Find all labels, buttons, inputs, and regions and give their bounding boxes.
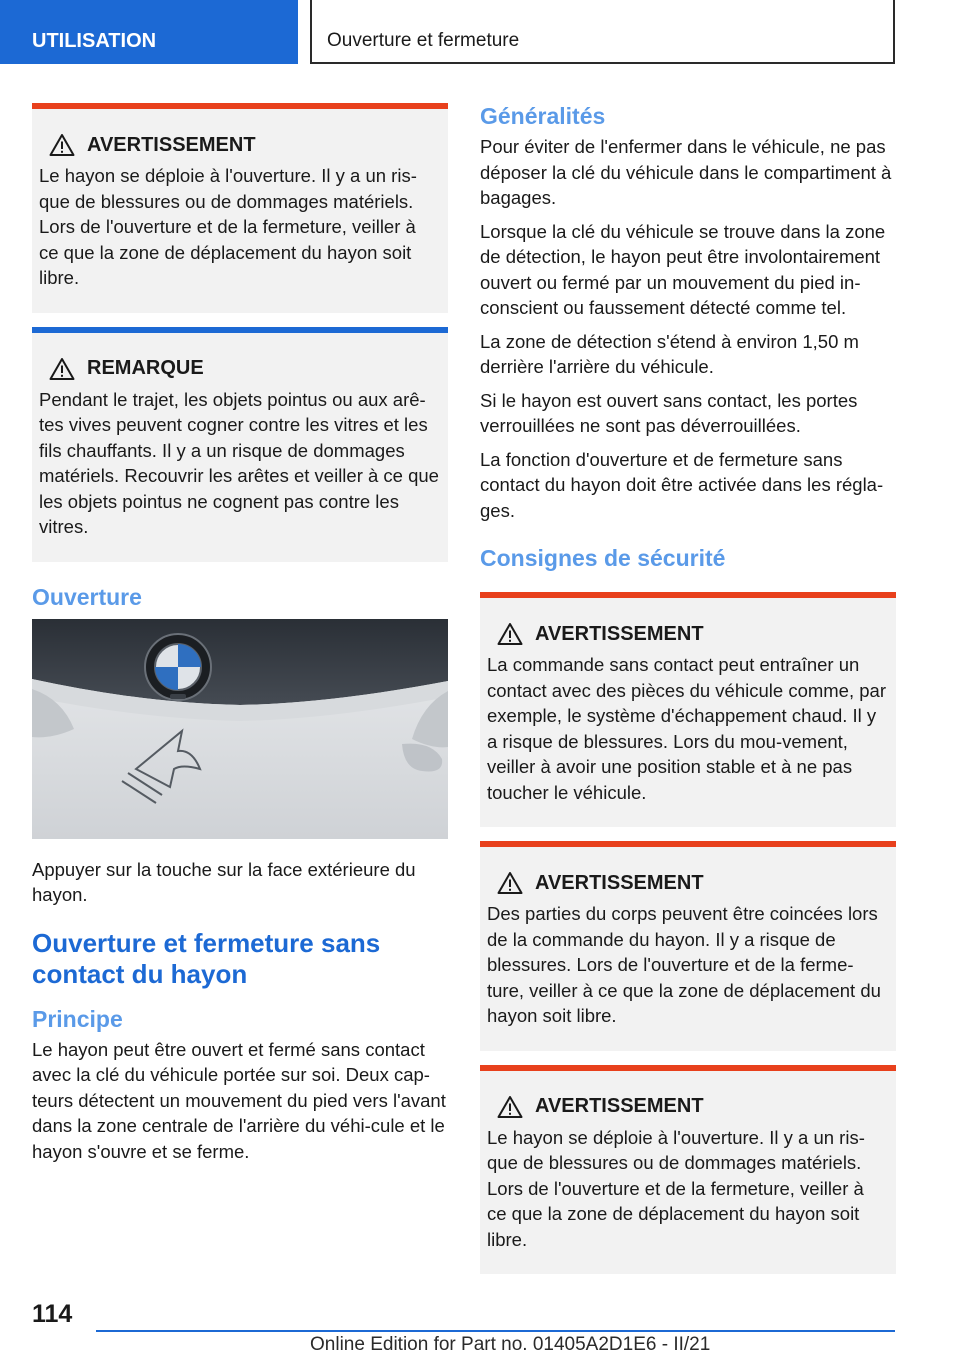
opening-heading: Ouverture <box>32 583 142 610</box>
left-column <box>32 103 448 1172</box>
warning-box-2-title <box>487 622 888 646</box>
general-paragraph-4: Si le hayon est ouvert sans contact, les portes verrouillées ne sont pas déverrouillées. <box>480 389 858 436</box>
right-column <box>480 103 896 1288</box>
warning-box-2 <box>480 592 896 827</box>
warning-triangle-icon <box>49 133 75 157</box>
tailgate-button-illustration <box>32 619 448 839</box>
warning-triangle-icon <box>497 1095 523 1119</box>
warning-triangle-icon <box>497 871 523 895</box>
warning-box-1-title <box>39 133 440 157</box>
warning-box-2-text: La commande sans contact peut entraîner un contact avec des pièces du véhicule comme, par exemple, le système d'échappement chaud. Il y a risque de blessures. Lors du mou-vement, veiller à avoir une position stable et à ne pas toucher le véhicule. <box>487 654 886 803</box>
header-section-label: UTILISATION <box>32 30 157 52</box>
warning-triangle-icon <box>497 622 523 646</box>
note-box <box>32 327 448 562</box>
general-paragraph-2: Lorsque la clé du véhicule se trouve dans la zone de détection, le hayon peut être involontairement ouvert ou fermé par un mouvement du pied in-conscient ou faussement détecté comme tel. <box>480 220 886 318</box>
general-paragraph-5: La fonction d'ouverture et de fermeture sans contact du hayon doit être activée dans les régla-ges. <box>480 448 884 521</box>
principle-text: Le hayon peut être ouvert et fermé sans contact avec la clé du véhicule portée sur soi. Deux cap-teurs détectent un mouvement du pied vers l'avant dans la zone centrale de l'arrière du véhi-cule et le hayon s'ouvre et se ferme. <box>32 1038 446 1162</box>
footer-edition: Online Edition for Part no. 01405A2D1E6 - II/21 <box>310 1334 711 1355</box>
warning-triangle-icon <box>49 357 75 381</box>
warning-box-3-title-text: AVERTISSEMENT <box>535 871 704 894</box>
header-section-tab <box>0 0 298 64</box>
general-heading: Généralités <box>480 103 606 129</box>
warning-box-1 <box>32 103 448 313</box>
warning-box-3-text: Des parties du corps peuvent être coincées lors de la commande du hayon. Il y a risque de blessures. Lors de l'ouverture et de la ferme-ture, veiller à ce que la zone de déplacement du hayon soit libre. <box>487 903 881 1026</box>
warning-box-4-title-text: AVERTISSEMENT <box>535 1095 704 1117</box>
header-chapter-label: Ouverture et fermeture <box>327 30 520 51</box>
warning-box-4-title <box>487 1095 888 1119</box>
general-paragraph-3: La zone de détection s'étend à environ 1,50 m derrière l'arrière du véhicule. <box>480 330 859 377</box>
warning-box-2-title-text: AVERTISSEMENT <box>535 622 704 645</box>
warning-box-3 <box>480 841 896 1051</box>
header-chapter-tab <box>310 0 895 64</box>
note-box-title <box>39 357 440 381</box>
general-paragraph-1: Pour éviter de l'enfermer dans le véhicule, ne pas déposer la clé du véhicule dans le compartiment à bagages. <box>480 136 892 208</box>
warning-box-4 <box>480 1065 896 1275</box>
warning-box-4-text: Le hayon se déploie à l'ouverture. Il y a un ris-que de blessures ou de dommages matériels. Lors de l'ouverture et de la fermeture, veiller à ce que la zone de déplacement du hayon soit libre. <box>487 1126 865 1250</box>
note-box-text: Pendant le trajet, les objets pointus ou aux arê-tes vives peuvent cogner contre les vitres et les fils chauffants. Il y a un risque de dommages matériels. Recouvrir les arêtes et veiller à ce que les objets pointus ne cognent pas contre les vitres. <box>39 388 439 537</box>
warning-box-1-title-text: AVERTISSEMENT <box>87 133 256 156</box>
warning-box-3-title <box>487 871 888 895</box>
opening-text: Appuyer sur la touche sur la face extérieure du hayon. <box>32 858 416 905</box>
footer-divider <box>96 1330 895 1332</box>
principle-heading: Principe <box>32 1005 123 1032</box>
safety-heading: Consignes de sécurité <box>480 545 726 571</box>
warning-box-1-text: Le hayon se déploie à l'ouverture. Il y a un ris-que de blessures ou de dommages matériels. Lors de l'ouverture et de la fermeture, veiller à ce que la zone de déplacement du hayon soit libre. <box>39 165 417 288</box>
contactless-heading: Ouverture et fermeture sans contact du hayon <box>32 927 381 989</box>
note-box-title-text: REMARQUE <box>87 357 204 379</box>
page-number: 114 <box>32 1300 73 1328</box>
